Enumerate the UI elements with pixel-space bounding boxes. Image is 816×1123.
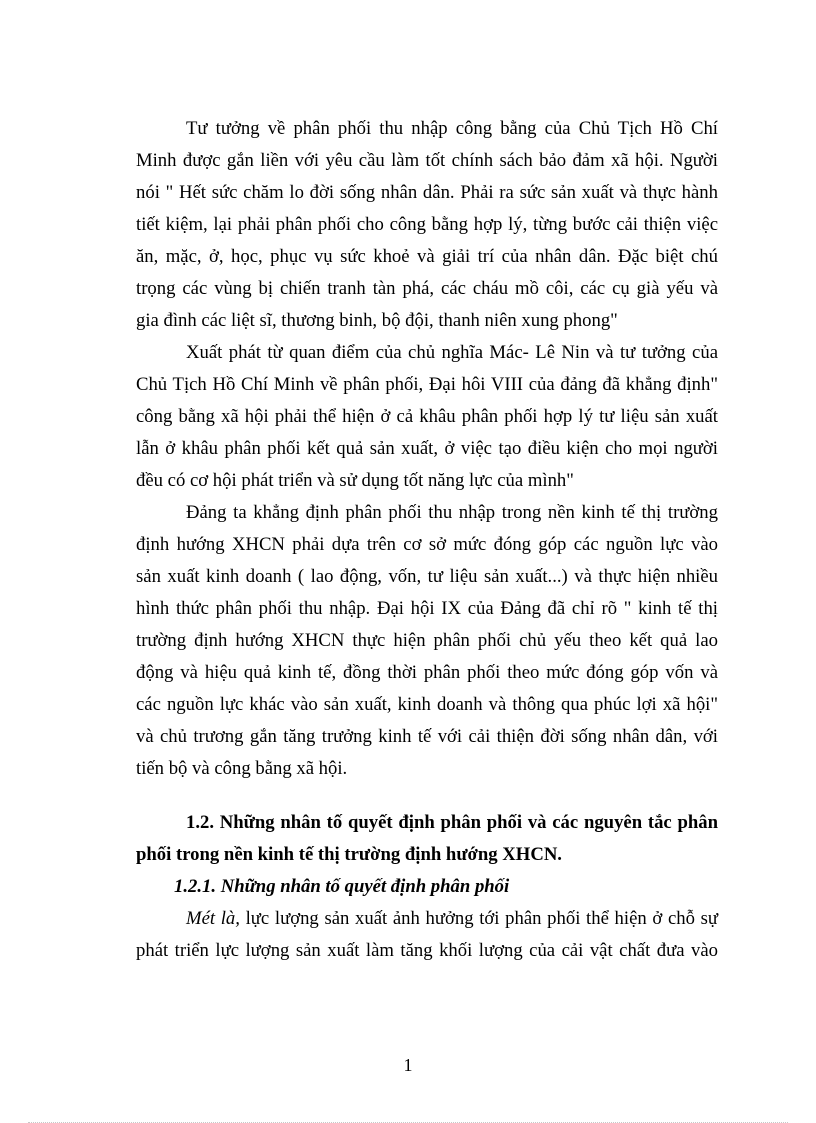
section-heading-line: 1.2. Những nhân tố quyết định phân phối và các nguyên tắc phân [186, 812, 718, 833]
text-line: trường định hướng XHCN thực hiện phân phối chủ yếu theo kết quả lao [136, 630, 718, 651]
text-line: Đảng ta khẳng định phân phối thu nhập trong nền kinh tế thị trường [186, 502, 718, 523]
text-line: Xuất phát từ quan điểm của chủ nghĩa Mác- Lê Nin và tư tưởng của [186, 342, 718, 363]
paragraph-ho-chi-minh-thought [136, 113, 718, 337]
text-line: công bằng xã hội phải thể hiện ở cả khâu phân phối hợp lý tư liệu sản xuất [136, 406, 718, 427]
subsection-heading: 1.2.1. Những nhân tố quyết định phân phối [174, 876, 510, 897]
lead-rest-text: lực lượng sản xuất ảnh hưởng tới phân phối thể hiện ở chỗ sự [239, 908, 718, 929]
text-line: sản xuất kinh doanh ( lao động, vốn, tư liệu sản xuất...) và thực hiện nhiều [136, 566, 718, 587]
section-spacer [136, 785, 718, 807]
section-heading [136, 807, 718, 871]
lead-italic-text: Mét là, [186, 908, 240, 929]
text-line: trọng các vùng bị chiến tranh tàn phá, các cháu mồ côi, các cụ già yếu và [136, 278, 718, 299]
text-line: ăn, mặc, ở, học, phục vụ sức khoẻ và giải trí của nhân dân. Đặc biệt chú [136, 246, 718, 267]
text-line: phát triển lực lượng sản xuất làm tăng khối lượng của cải vật chất đưa vào [136, 940, 718, 961]
paragraph-party-affirms [136, 497, 718, 785]
text-line: nói " Hết sức chăm lo đời sống nhân dân. Phải ra sức sản xuất và thực hành [136, 182, 718, 203]
text-line [136, 903, 718, 935]
text-line: Chủ Tịch Hồ Chí Minh về phân phối, Đại hôi VIII của đảng đã khẳng định" [136, 374, 718, 395]
page-number: 1 [403, 1055, 413, 1075]
text-line: tiết kiệm, lại phải phân phối cho công bằng hợp lý, từng bước cải thiện việc [136, 214, 718, 235]
section-heading-line: phối trong nền kinh tế thị trường định hướng XHCN. [136, 844, 562, 865]
text-line: lẫn ở khâu phân phối kết quả sản xuất, ở việc tạo điều kiện cho mọi người [136, 438, 718, 459]
text-line: và chủ trương gắn tăng trưởng kinh tế với cải thiện đời sống nhân dân, với [136, 726, 718, 747]
paragraph-first-factor [136, 903, 718, 967]
document-body [136, 113, 718, 967]
text-line: động và hiệu quả kinh tế, đồng thời phân phối theo mức đóng góp vốn và [136, 662, 718, 683]
text-line: định hướng XHCN phải dựa trên cơ sở mức đóng góp các nguồn lực vào [136, 534, 718, 555]
text-line: hình thức phân phối thu nhập. Đại hội IX của Đảng đã chỉ rõ " kinh tế thị [136, 598, 718, 619]
text-line: Tư tưởng về phân phối thu nhập công bằng của Chủ Tịch Hồ Chí [186, 118, 718, 139]
text-line: tiến bộ và công bằng xã hội. [136, 758, 348, 779]
text-line: gia đình các liệt sĩ, thương binh, bộ đội, thanh niên xung phong" [136, 310, 618, 331]
text-line: đều có cơ hội phát triển và sử dụng tốt năng lực của mình" [136, 470, 574, 491]
paragraph-congress-viii [136, 337, 718, 497]
text-line: Minh được gắn liền với yêu cầu làm tốt chính sách bảo đảm xã hội. Người [136, 150, 718, 171]
text-line: các nguồn lực khác vào sản xuất, kinh doanh và thông qua phúc lợi xã hội" [136, 694, 718, 715]
